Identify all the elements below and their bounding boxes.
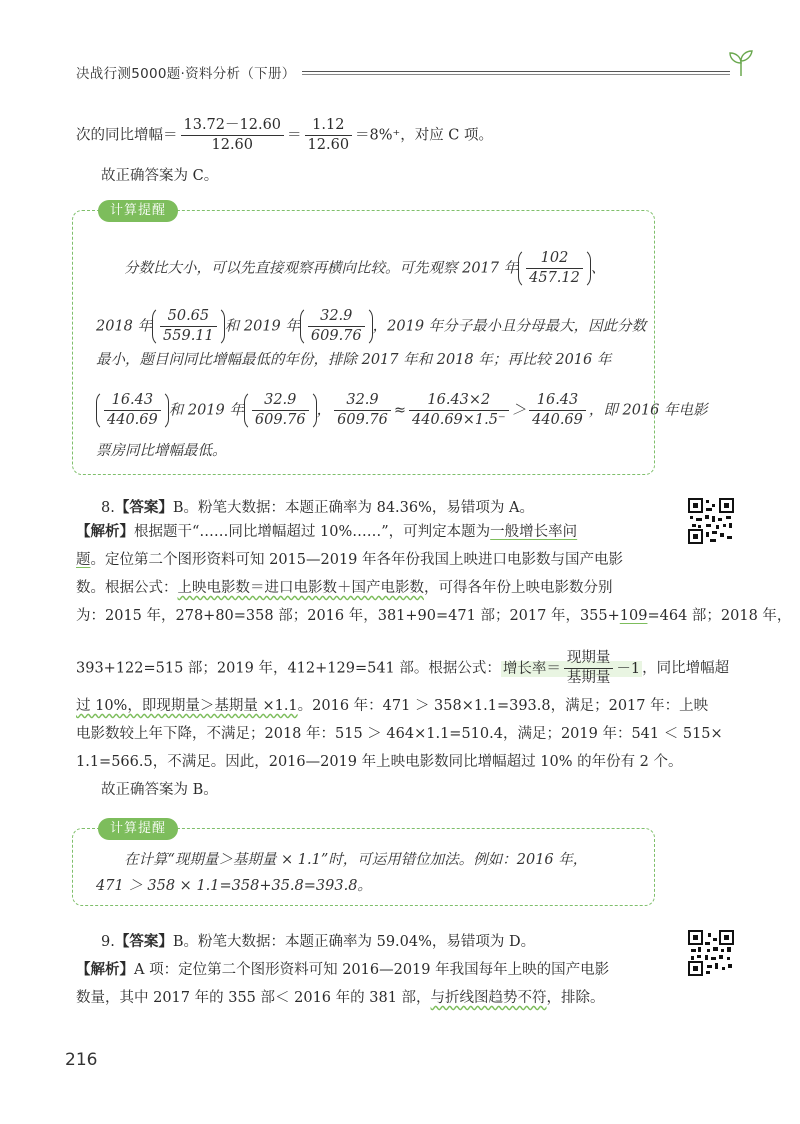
text: 为：2015 年，278+80=358 部；2016 年，381+90=471 部；2017 年，355+ bbox=[76, 608, 620, 624]
tip-tag: 计算提醒 bbox=[98, 818, 178, 840]
text: 2018 年 bbox=[96, 318, 153, 335]
text: 。定位第二个图形资料可知 2015—2019 年各年份我国上映进口电影数与国产电影 bbox=[90, 552, 624, 568]
qr-code-icon[interactable] bbox=[688, 498, 734, 544]
text: ，排除。 bbox=[546, 990, 605, 1006]
denominator: 基期量 bbox=[566, 670, 611, 686]
text: ＝8%⁺，对应 C 项。 bbox=[355, 127, 494, 144]
numerator: 1.12 bbox=[305, 116, 353, 136]
q8-analysis-line bbox=[76, 522, 577, 542]
text: 、 bbox=[590, 260, 606, 277]
numerator: 16.43 bbox=[104, 391, 161, 411]
tip-line: 471 ＞ 358 × 1.1=358+35.8=393.8。 bbox=[96, 878, 372, 894]
answer-line: 故正确答案为 C。 bbox=[101, 168, 219, 184]
text: 。2016 年：471 ＞ 358×1.1=393.8，满足；2017 年：上映 bbox=[297, 698, 709, 714]
text: 增长率＝ bbox=[502, 660, 561, 677]
question-number: 9. bbox=[101, 934, 115, 950]
denominator: 440.69 bbox=[107, 412, 158, 428]
question-number: 8. bbox=[101, 500, 115, 516]
fraction bbox=[305, 116, 353, 155]
text: A 项：定位第二个图形资料可知 2016—2019 年我国每年上映的国产电影 bbox=[134, 962, 610, 978]
answer-label: 【答案】 bbox=[114, 500, 173, 516]
tip-line bbox=[124, 248, 605, 289]
q8-analysis-line: 1.1=566.5，不满足。因此，2016—2019 年上映电影数同比增幅超过 10% 的年份有 2 个。 bbox=[76, 754, 683, 770]
sprout-icon bbox=[724, 46, 758, 80]
text: 数量，其中 2017 年的 355 部＜ 2016 年的 381 部， bbox=[76, 990, 431, 1006]
q8-analysis-line bbox=[76, 550, 623, 570]
text: 393+122=515 部；2019 年，412+129=541 部。根据公式： bbox=[76, 660, 501, 677]
text: 数。根据公式： bbox=[76, 580, 178, 596]
text: ， bbox=[316, 402, 332, 419]
denominator: 12.60 bbox=[211, 137, 254, 153]
book-title: 决战行测5000题·资料分析（下册） bbox=[76, 66, 296, 82]
analysis-label: 【解析】 bbox=[76, 962, 134, 978]
denominator: 440.69×1.5⁻ bbox=[412, 412, 506, 428]
q8-analysis-line bbox=[76, 696, 708, 716]
text: ＞ bbox=[511, 402, 527, 419]
numerator: 现期量 bbox=[564, 649, 614, 669]
paren-fraction bbox=[518, 248, 591, 289]
fraction bbox=[409, 391, 509, 430]
tip-line: 票房同比增幅最低。 bbox=[96, 443, 227, 459]
fraction bbox=[181, 116, 285, 155]
q8-answer-line bbox=[101, 498, 534, 518]
numerator: 32.9 bbox=[252, 391, 309, 411]
wavy-text: 与折线图趋势不符 bbox=[430, 990, 547, 1006]
fraction bbox=[334, 391, 391, 430]
answer-text: B。粉笔大数据：本题正确率为 59.04%，易错项为 D。 bbox=[172, 934, 536, 950]
text: ，可得各年份上映电影数分别 bbox=[424, 580, 613, 596]
denominator: 12.60 bbox=[307, 137, 350, 153]
qr-code-icon[interactable] bbox=[688, 930, 734, 976]
numerator: 32.9 bbox=[334, 391, 391, 411]
text: ，即 2016 年电影 bbox=[588, 402, 708, 419]
denominator: 457.12 bbox=[529, 270, 580, 286]
underlined-text: 题 bbox=[76, 552, 91, 568]
page-header bbox=[76, 58, 756, 88]
numerator: 102 bbox=[526, 249, 583, 269]
paren-fraction bbox=[152, 306, 225, 347]
underlined-text: 一般增长率问 bbox=[490, 524, 578, 540]
page-number: 216 bbox=[65, 1050, 98, 1070]
text: 和 2019 年 bbox=[224, 318, 300, 335]
text: ＝ bbox=[287, 127, 302, 144]
denominator: 609.76 bbox=[337, 412, 388, 428]
paren-fraction bbox=[300, 306, 373, 347]
header-rule bbox=[302, 71, 730, 72]
tip-line bbox=[96, 306, 646, 347]
underlined-text: 109 bbox=[619, 608, 648, 624]
numerator: 32.9 bbox=[308, 307, 365, 327]
numerator: 50.65 bbox=[160, 307, 217, 327]
answer-text: B。粉笔大数据：本题正确率为 84.36%，易错项为 A。 bbox=[172, 500, 534, 516]
tip-line: 在计算“现期量＞基期量 × 1.1”时，可运用错位加法。例如：2016 年， bbox=[124, 852, 588, 868]
fraction bbox=[252, 391, 309, 430]
fraction bbox=[564, 649, 614, 688]
q9-answer-line bbox=[101, 932, 535, 952]
text: ，同比增幅超 bbox=[642, 660, 730, 677]
q8-analysis-line bbox=[76, 606, 791, 626]
tip-tag: 计算提醒 bbox=[98, 200, 178, 222]
q9-analysis-line bbox=[76, 960, 609, 980]
denominator: 609.76 bbox=[310, 328, 362, 344]
text: 分数比大小，可以先直接观察再横向比较。可先观察 2017 年 bbox=[124, 260, 519, 277]
fraction bbox=[526, 249, 583, 288]
growth-formula-line bbox=[76, 116, 493, 155]
q8-analysis-line: 电影数较上年下降，不满足；2018 年：515 ＞ 464×1.1=510.4，满足；2019 年：541 ＜ 515× bbox=[76, 726, 723, 742]
text: ，2019 年分子最小且分母最大，因此分数 bbox=[372, 318, 647, 335]
fraction bbox=[308, 307, 365, 346]
numerator: 13.72－12.60 bbox=[181, 116, 285, 136]
answer-label: 【答案】 bbox=[114, 934, 173, 950]
denominator: 609.76 bbox=[254, 412, 306, 428]
fraction bbox=[160, 307, 217, 346]
wavy-text: 过 10%，即现期量＞基期量 ×1.1 bbox=[76, 698, 298, 714]
tip-line bbox=[96, 390, 708, 431]
q8-analysis-line bbox=[76, 649, 729, 688]
denominator: 440.69 bbox=[532, 412, 583, 428]
text: 和 2019 年 bbox=[168, 402, 244, 419]
tip-line: 最小，题目问同比增幅最低的年份，排除 2017 年和 2018 年；再比较 2016 年 bbox=[96, 352, 612, 368]
text: ≈ bbox=[393, 402, 407, 419]
fraction bbox=[104, 391, 161, 430]
denominator: 559.11 bbox=[163, 328, 214, 344]
growth-rate-formula bbox=[501, 650, 642, 686]
q9-analysis-line bbox=[76, 988, 605, 1008]
q8-analysis-line bbox=[76, 578, 613, 598]
paren-fraction bbox=[244, 390, 317, 431]
answer-line: 故正确答案为 B。 bbox=[101, 782, 218, 798]
text: 次的同比增幅＝ bbox=[76, 127, 178, 144]
text: 根据题干“……同比增幅超过 10%……”，可判定本题为 bbox=[134, 524, 491, 540]
numerator: 16.43 bbox=[529, 391, 586, 411]
text: =464 部；2018 年， bbox=[647, 608, 792, 624]
paren-fraction bbox=[96, 390, 169, 431]
numerator: 16.43×2 bbox=[409, 391, 509, 411]
analysis-label: 【解析】 bbox=[76, 524, 134, 540]
text: －1 bbox=[616, 660, 641, 677]
wavy-text: 上映电影数＝进口电影数＋国产电影数 bbox=[177, 580, 424, 596]
fraction bbox=[529, 391, 586, 430]
